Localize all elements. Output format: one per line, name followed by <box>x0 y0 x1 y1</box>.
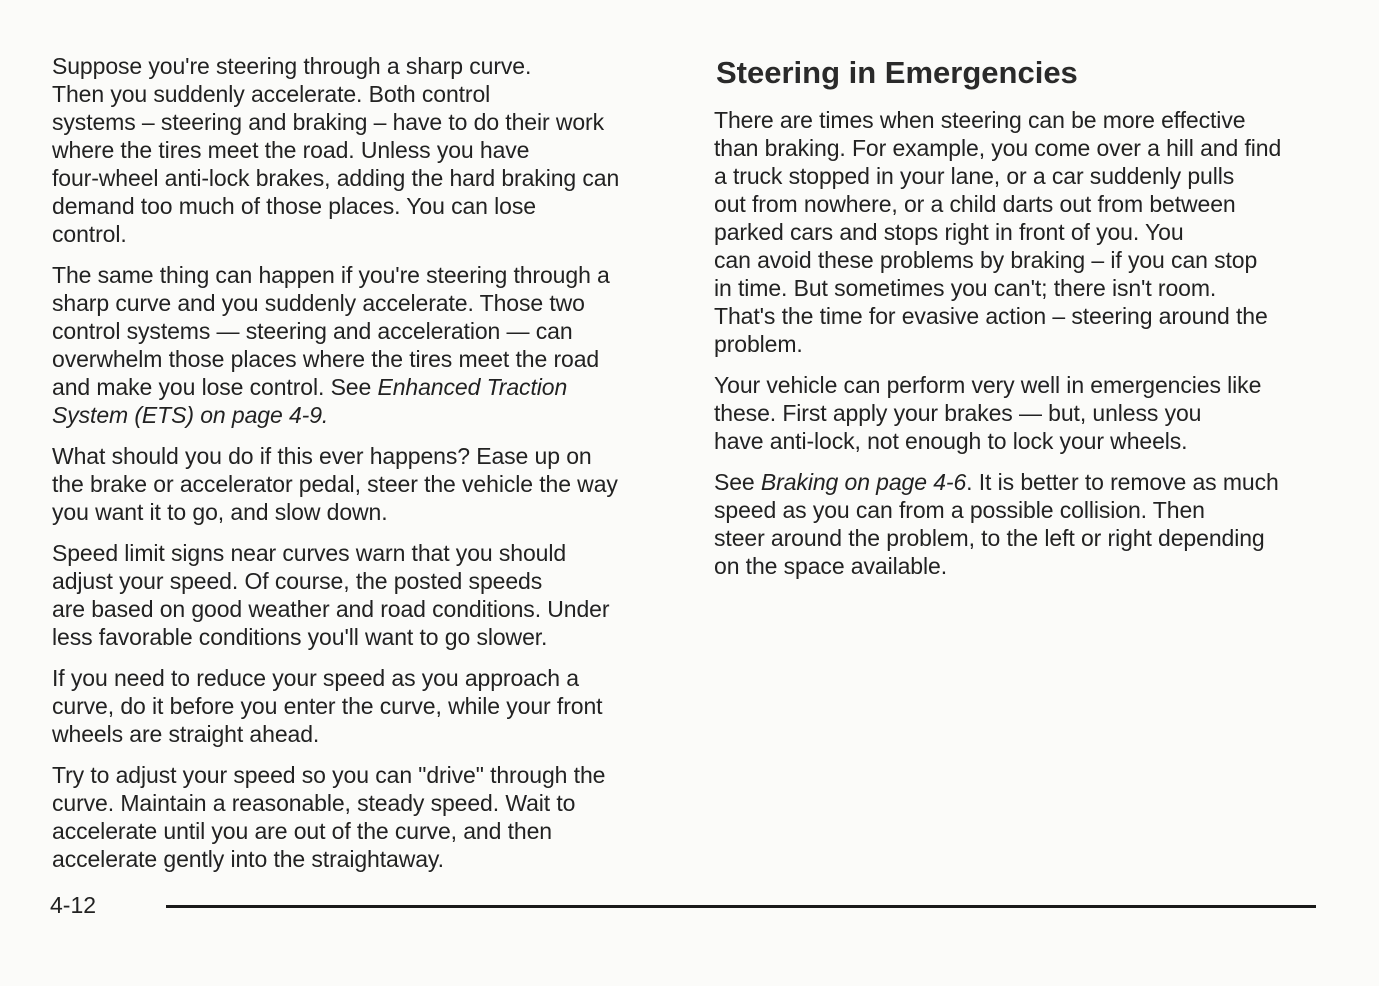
text-line: than braking. For example, you come over a hill and find <box>714 135 1282 161</box>
text-line: wheels are straight ahead. <box>52 721 320 747</box>
text-line: overwhelm those places where the tires meet the road <box>52 346 600 372</box>
text-line: the brake or accelerator pedal, steer the vehicle the way <box>52 471 618 497</box>
paragraph-see-braking <box>714 468 1326 580</box>
text-line: where the tires meet the road. Unless you have <box>52 137 530 163</box>
paragraph-adjust-speed <box>52 761 672 873</box>
cross-reference-ets-page[interactable]: System (ETS) on page 4-9. <box>52 402 329 428</box>
text-line: systems – steering and braking – have to do their work <box>52 109 605 135</box>
text-line: have anti-lock, not enough to lock your wheels. <box>714 428 1188 454</box>
paragraph-sharp-curve-braking <box>52 52 672 248</box>
section-heading: Steering in Emergencies <box>716 55 1078 90</box>
text-line <box>52 373 672 401</box>
text-line: speed as you can from a possible collision. Then <box>714 497 1205 523</box>
text-line: in time. But sometimes you can't; there isn't room. <box>714 275 1217 301</box>
text-line: If you need to reduce your speed as you approach a <box>52 665 579 691</box>
text-line-start: and make you lose control. See <box>52 374 378 400</box>
text-line: What should you do if this ever happens? Ease up on <box>52 443 592 469</box>
paragraph-speed-limit-signs <box>52 539 672 651</box>
text-line: Try to adjust your speed so you can "drive" through the <box>52 762 606 788</box>
text-line: a truck stopped in your lane, or a car suddenly pulls <box>714 163 1235 189</box>
text-line: less favorable conditions you'll want to go slower. <box>52 624 548 650</box>
text-line: are based on good weather and road conditions. Under <box>52 596 610 622</box>
text-line: accelerate gently into the straightaway. <box>52 846 444 872</box>
text-line: curve. Maintain a reasonable, steady speed. Wait to <box>52 790 576 816</box>
text-line: That's the time for evasive action – steering around the <box>714 303 1268 329</box>
text-line: adjust your speed. Of course, the posted speeds <box>52 568 543 594</box>
text-line: Suppose you're steering through a sharp curve. <box>52 53 532 79</box>
text-line: Then you suddenly accelerate. Both control <box>52 81 491 107</box>
text-line: sharp curve and you suddenly accelerate. Those two <box>52 290 585 316</box>
text-line <box>714 468 1326 496</box>
paragraph-vehicle-performance <box>714 371 1326 455</box>
footer-rule <box>166 905 1316 908</box>
text-line: The same thing can happen if you're steering through a <box>52 262 610 288</box>
text-line: on the space available. <box>714 553 947 579</box>
text-line: out from nowhere, or a child darts out from between <box>714 191 1236 217</box>
paragraph-steering-vs-braking <box>714 106 1326 358</box>
text-line-end: . It is better to remove as much <box>966 469 1279 495</box>
text-line: parked cars and stops right in front of you. You <box>714 219 1184 245</box>
page-number: 4-12 <box>50 892 97 918</box>
left-column <box>52 52 672 886</box>
text-line: curve, do it before you enter the curve, while your front <box>52 693 603 719</box>
paragraph-what-to-do <box>52 442 672 526</box>
paragraph-sharp-curve-acceleration <box>52 261 672 429</box>
text-line: accelerate until you are out of the curve, and then <box>52 818 552 844</box>
cross-reference-braking[interactable]: Braking on page 4-6 <box>760 469 967 495</box>
paragraph-reduce-speed <box>52 664 672 748</box>
text-line: Speed limit signs near curves warn that you should <box>52 540 567 566</box>
text-line: you want it to go, and slow down. <box>52 499 388 525</box>
page-footer <box>50 890 1316 920</box>
right-column <box>714 54 1326 593</box>
text-line: steer around the problem, to the left or right depending <box>714 525 1265 551</box>
text-line: control. <box>52 221 127 247</box>
text-line: these. First apply your brakes — but, unless you <box>714 400 1202 426</box>
text-line: demand too much of those places. You can lose <box>52 193 536 219</box>
text-line: four-wheel anti-lock brakes, adding the hard braking can <box>52 165 620 191</box>
text-line: Your vehicle can perform very well in emergencies like <box>714 372 1262 398</box>
text-line: control systems — steering and acceleration — can <box>52 318 573 344</box>
text-line: There are times when steering can be more effective <box>714 107 1246 133</box>
cross-reference-ets[interactable]: Enhanced Traction <box>377 374 568 400</box>
text-line-start: See <box>714 469 761 495</box>
text-line: problem. <box>714 331 803 357</box>
text-line: can avoid these problems by braking – if you can stop <box>714 247 1258 273</box>
